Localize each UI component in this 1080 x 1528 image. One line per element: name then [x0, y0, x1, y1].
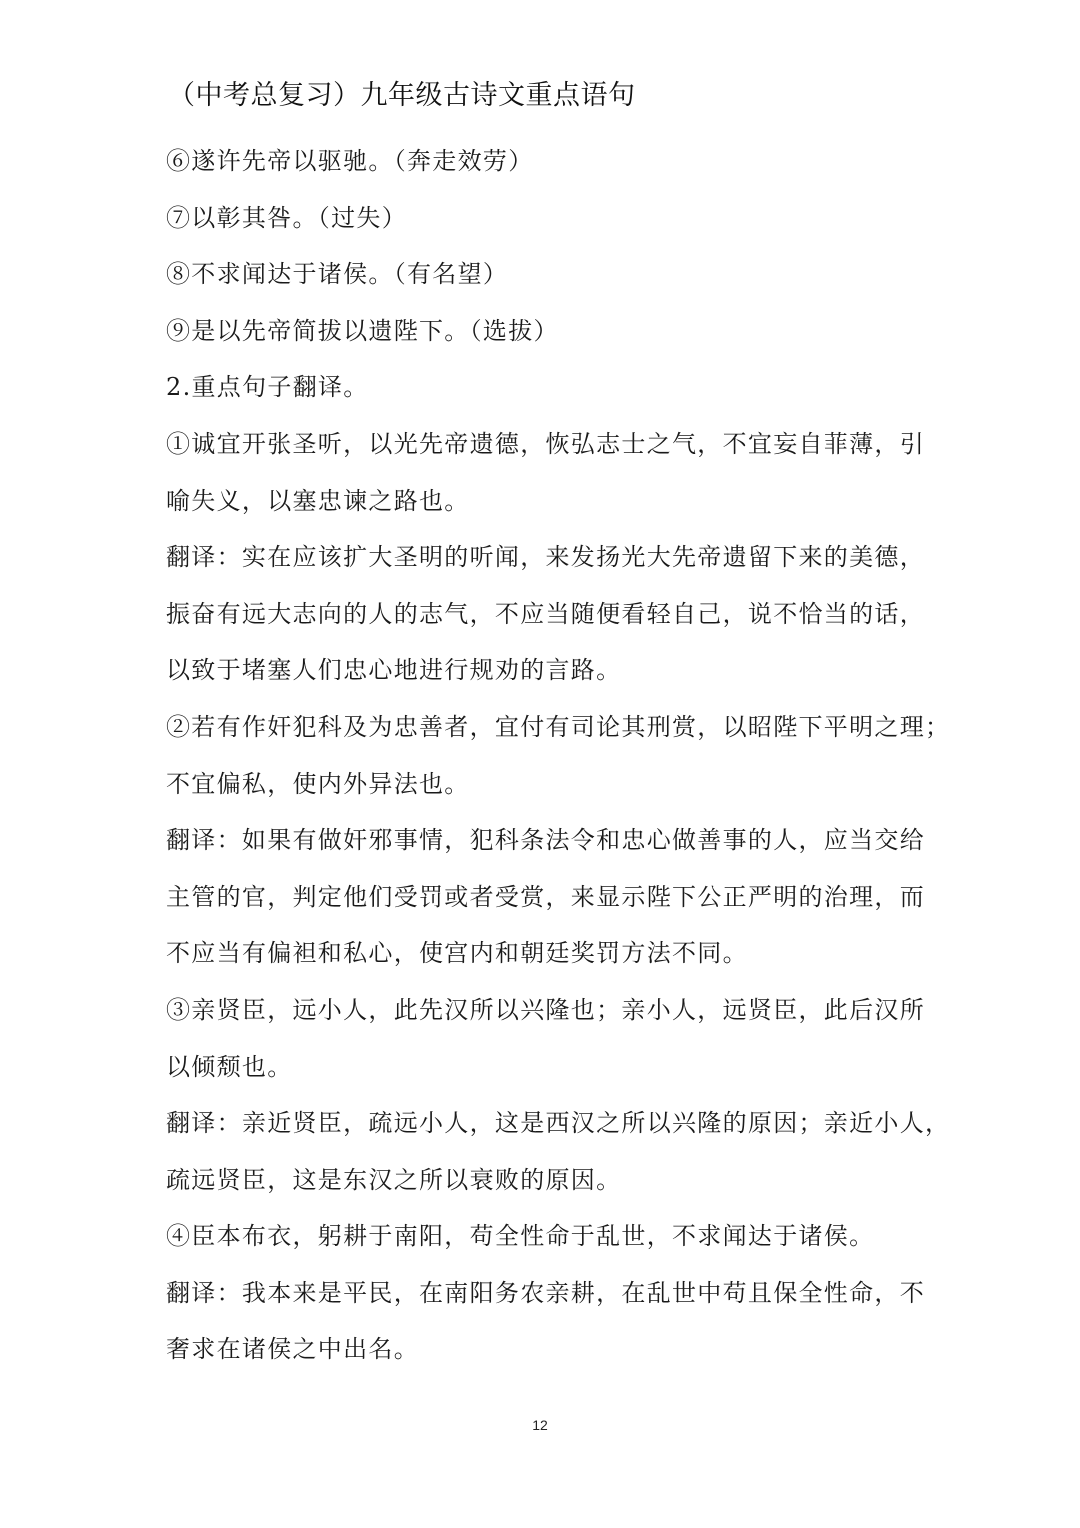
text-line: ⑨是以先帝简拔以遗陛下。（选拔） — [166, 316, 559, 345]
page-header-title: （中考总复习）九年级古诗文重点语句 — [168, 80, 636, 111]
text-line: ⑥遂许先帝以驱驰。（奔走效劳） — [166, 147, 534, 175]
text-line: ③亲贤臣，远小人，此先汉所以兴隆也；亲小人，远贤臣，此后汉所 — [166, 995, 925, 1024]
text-line: ②若有作奸犯科及为忠善者，宜付有司论其刑赏，以昭陛下平明之理； — [166, 712, 951, 741]
translation-line: 以致于堵塞人们忠心地进行规劝的言路。 — [166, 656, 622, 685]
text-line: ⑧不求闻达于诸侯。（有名望） — [166, 260, 509, 289]
text-line: 不宜偏私，使内外异法也。 — [166, 769, 470, 798]
translation-line: 振奋有远大志向的人的志气，不应当随便看轻自己，说不恰当的话， — [166, 599, 925, 628]
page-body — [166, 133, 951, 1378]
text-line: ①诚宜开张圣听，以光先帝遗德，恢弘志士之气，不宜妄自菲薄，引 — [166, 429, 925, 458]
translation-line: 不应当有偏袒和私心，使宫内和朝廷奖罚方法不同。 — [166, 939, 748, 968]
section-heading: 2.重点句子翻译。 — [166, 373, 369, 402]
translation-line: 翻译：实在应该扩大圣明的听闻，来发扬光大先帝遗留下来的美德， — [166, 543, 925, 572]
text-line: 以倾颓也。 — [166, 1052, 293, 1081]
text-line: ④臣本布衣，躬耕于南阳，苟全性命于乱世，不求闻达于诸侯。 — [166, 1222, 875, 1251]
page-number: 12 — [532, 1417, 548, 1433]
translation-line: 主管的官，判定他们受罚或者受赏，来显示陛下公正严明的治理，而 — [166, 882, 925, 911]
translation-line: 疏远贤臣，这是东汉之所以衰败的原因。 — [166, 1165, 622, 1194]
translation-line: 翻译：亲近贤臣，疏远小人，这是西汉之所以兴隆的原因；亲近小人， — [166, 1109, 951, 1138]
translation-line: 翻译：我本来是平民，在南阳务农亲耕，在乱世中苟且保全性命，不 — [166, 1278, 925, 1307]
translation-line: 翻译：如果有做奸邪事情，犯科条法令和忠心做善事的人，应当交给 — [166, 826, 925, 855]
text-line: 喻失义，以塞忠谏之路也。 — [166, 486, 470, 515]
text-line: ⑦以彰其咎。（过失） — [166, 203, 407, 232]
translation-line: 奢求在诸侯之中出名。 — [166, 1335, 419, 1364]
